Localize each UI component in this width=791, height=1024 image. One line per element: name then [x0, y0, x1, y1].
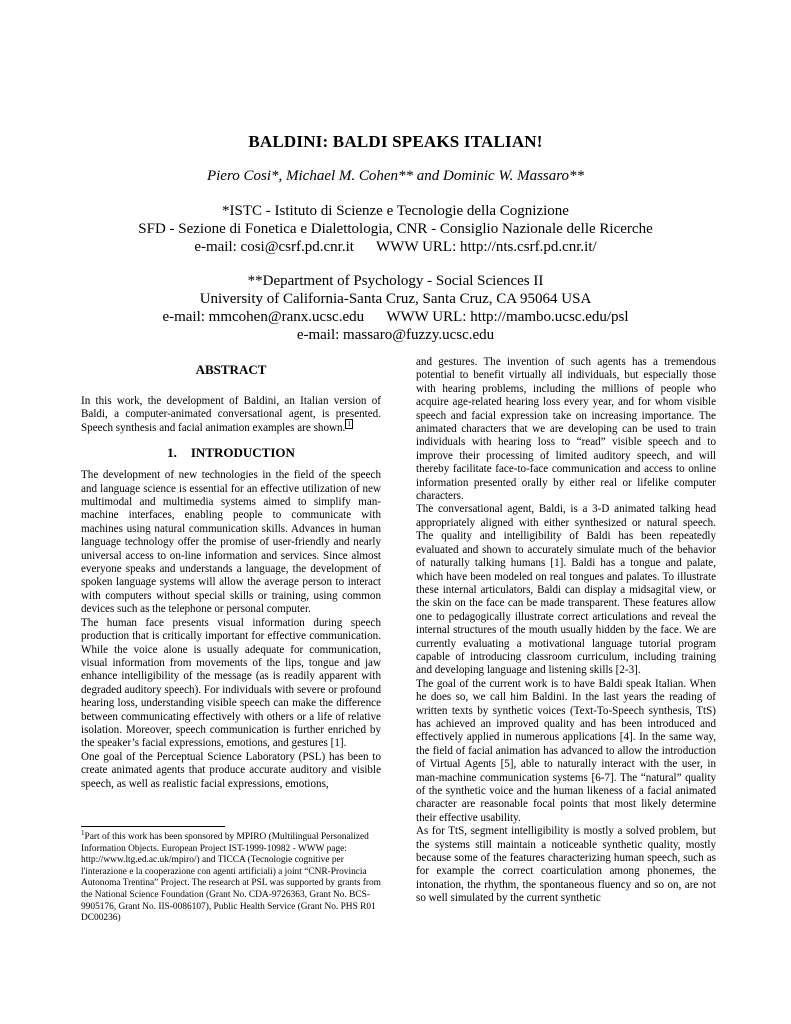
intro-paragraph: The human face presents visual information during speech production that is critically important for effective communication. While the voice alone is usually adequate for communication, visual information from movements of the lips, tongue and jaw enhance intelligibility of the message (as is readily apparent with degraded auditory speech). For individuals with severe or profound hearing loss, understanding visible speech can make the difference between communicating effectively with others or a life of relative isolation. Moreover, speech communication is further enriched by the speaker’s facial expressions, emotions, and gestures [1].	[81, 616, 381, 750]
affiliation-line: University of California-Santa Cruz, Santa Cruz, CA 95064 USA	[199, 291, 592, 307]
introduction-heading	[81, 445, 381, 461]
affiliation-contact-line: e-mail: cosi@csrf.pd.cnr.it WWW URL: http://nts.csrf.pd.cnr.it/	[194, 239, 597, 255]
footnote-divider	[81, 826, 225, 827]
footnote-marker: 1	[347, 420, 351, 429]
intro-paragraph: The development of new technologies in the field of the speech and language science is essential for an effective utilization of new multimodal and multimedia systems aimed to simplify man-machine interfaces, enabling people to communicate with machines using natural communication skills. Advances in human language technology offer the promise of user-friendly and nearly universal access to on-line information and services. Since almost everyone speaks and understands a language, the development of spoken language systems will allow the average person to interact with computers without special skills or training, using common devices such as the telephone or personal computer.	[81, 469, 381, 616]
affiliation-contact-line: e-mail: massaro@fuzzy.ucsc.edu	[296, 327, 495, 343]
affiliation-line: **Department of Psychology - Social Sciences II	[247, 273, 544, 289]
abstract-text	[81, 395, 381, 435]
affiliation-istc	[0, 202, 791, 256]
footnote-number: 1	[81, 828, 85, 837]
intro-paragraph: The goal of the current work is to have Baldi speak Italian. When he does so, we call him Baldini. In the last years the reading of written texts by synthetic voices (Text-To-Speech synthesis, TtS) has achieved an improved quality and has been introduced and effectively applied in numerous applications [4]. In the same way, the field of facial animation has advanced to allow the introduction of Virtual Agents [5], able to naturally interact with the user, in man-machine communication systems [6-7]. The “natural” quality of the synthetic voice and the human likeness of a facial animated character are reasonable focal points that most likely determine their effective usability.	[416, 677, 716, 824]
footnote-text: Part of this work has been sponsored by MPIRO (Multilingual Personalized Information Objects. European Project IST-1999-10982 - WWW page: http://www.ltg.ed.ac.uk/mpiro/) and TICCA (Tecnologie cognitive per l'interazione e la cooperazione con agenti artificiali) a joint “CNR-Provincia Autonoma Trentina” Project. The research at PSL was supported by grants from the National Science Foundation (Grant No. CDA-9726363, Grant No. BCS-9905176, Grant No. IIS-0086107), Public Health Service (Grant No. PHS R01 DC00236)	[81, 832, 381, 924]
intro-paragraph: As for TtS, segment intelligibility is mostly a solved problem, but the systems still maintain a noticeable synthetic quality, mostly because some of the features characterizing human speech, such as for example the correct coarticulation among phonemes, the intonation, the rhythm, the spontaneous fluency and so on, are not so well simulated by the current synthetic	[416, 825, 716, 905]
left-column	[81, 356, 381, 791]
affiliation-contact-line: e-mail: mmcohen@ranx.ucsc.edu WWW URL: http://mambo.ucsc.edu/psl	[162, 309, 629, 325]
affiliation-line: *ISTC - Istituto di Scienze e Tecnologie della Cognizione	[222, 203, 569, 219]
section-title: INTRODUCTION	[190, 445, 295, 461]
section-number: 1.	[167, 445, 177, 461]
abstract-heading: ABSTRACT	[195, 362, 267, 377]
affiliation-ucsc	[0, 272, 791, 344]
affiliation-line: SFD - Sezione di Fonetica e Dialettologia, CNR - Consiglio Nazionale delle Ricerche	[138, 221, 653, 237]
intro-paragraph: The conversational agent, Baldi, is a 3-D animated talking head appropriately aligned with either synthesized or natural speech. The quality and intelligibility of Baldi has been repeatedly evaluated and shown to accurately simulate much of the behavior of naturally talking humans [1]. Baldi has a tongue and palate, which have been modeled on real tongues and palates. To illustrate these internal articulators, Baldi can display a midsagital view, or the skin on the face can be made transparent. These features allow one to pedagogically illustrate correct articulations and reveal the internal structures of the mouth usually hidden by the face. We are currently evaluating a motivational language tutorial program capable of introducing classroom curriculum, including training and developing language and listening skills [2-3].	[416, 503, 716, 677]
intro-paragraph: and gestures. The invention of such agents has a tremendous potential to benefit virtually all individuals, but especially those with hearing problems, including the millions of people who acquire age-related hearing loss every year, and for whom visible speech and facial expression take on increasing importance. The animated characters that we are developing can be used to train individuals with hearing loss to “read” visible speech and to improve their processing of limited auditory speech, and will thereby facilitate face-to-face communication and access to online information presented orally by either real or lifelike computer characters.	[416, 356, 716, 503]
paper-title: BALDINI: BALDI SPEAKS ITALIAN!	[248, 132, 543, 151]
footnote	[81, 828, 381, 925]
author-list: Piero Cosi*, Michael M. Cohen** and Dominic W. Massaro**	[206, 168, 585, 184]
abstract-body: In this work, the development of Baldini, an Italian version of Baldi, a computer-animated conversational agent, is presented. Speech synthesis and facial animation examples are shown.	[81, 395, 381, 434]
intro-paragraph: One goal of the Perceptual Science Laboratory (PSL) has been to create animated agents that produce accurate auditory and visible speech, as well as realistic facial expressions, emotions,	[81, 750, 381, 790]
right-column	[416, 356, 716, 906]
